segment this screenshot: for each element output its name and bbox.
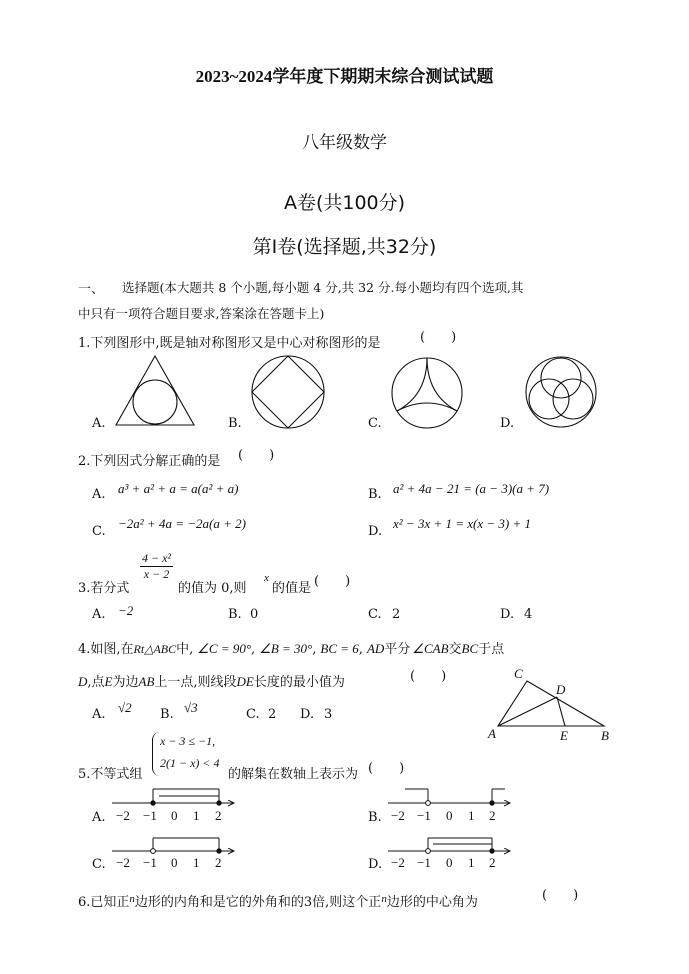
q2-option-b-label[interactable]: B. <box>368 487 382 502</box>
q4-option-d-label[interactable]: D. <box>300 707 315 722</box>
q4-stem-part: 长度的最小值为 <box>253 675 345 690</box>
q5-a-tick-label: 0 <box>171 808 178 823</box>
q5-stem-prefix: 5.不等式组 <box>78 767 143 782</box>
q4-option-b-label[interactable]: B. <box>160 707 174 722</box>
q2-option-b-text: a² + 4a − 21 = (a − 3)(a + 7) <box>393 481 550 496</box>
q5-option-b-number-line <box>388 789 510 805</box>
subject-title: 八年级数学 <box>302 133 387 153</box>
q2-option-a-text: a³ + a² + a = a(a² + a) <box>118 481 239 496</box>
q5-d-tick-label: −1 <box>417 855 431 870</box>
q2-option-d-text: x² − 3x + 1 = x(x − 3) + 1 <box>393 516 531 531</box>
q5-c-tick-label: −2 <box>116 855 130 870</box>
q3-option-a-label[interactable]: A. <box>92 607 106 622</box>
q4-angle-c: ∠C = 90° <box>197 641 252 656</box>
q5-stem-suffix: 的解集在数轴上表示为 <box>228 767 359 782</box>
exam-title: 2023~2024学年度下期期末综合测试试题 <box>195 67 494 86</box>
q3-option-b-label[interactable]: B. <box>228 607 242 622</box>
q1-option-c-label[interactable]: C. <box>368 416 382 431</box>
q4-segment-de: DE <box>236 674 254 689</box>
part-title: 第Ⅰ卷(选择题,共32分) <box>252 236 437 258</box>
q5-d-tick-label: −2 <box>391 855 405 870</box>
q6-variable-n-2: n <box>381 893 387 905</box>
q4-segment-ad: AD <box>366 641 385 656</box>
q6-stem-prefix: 6.已知正 <box>78 895 130 910</box>
q4-option-c-text: 2 <box>268 707 277 722</box>
q3-stem-prefix: 3.若分式 <box>78 581 130 596</box>
q3-option-a-text: −2 <box>118 603 134 618</box>
q4-stem-part: 中, <box>176 642 194 657</box>
q5-option-a-label[interactable]: A. <box>92 810 106 825</box>
q5-b-tick-label: 2 <box>489 808 496 823</box>
q4-option-a-label[interactable]: A. <box>92 707 106 722</box>
q4-side-bc: BC = 6 <box>320 641 359 656</box>
section-number: 一、 <box>78 282 105 297</box>
q3-option-c-text: 2 <box>392 607 401 622</box>
q5-d-tick-label: 1 <box>468 855 475 870</box>
q5-option-c-number-line <box>112 838 234 853</box>
q4-stem-part: 平分 <box>384 642 411 657</box>
q4-stem-part: 为边 <box>112 675 139 690</box>
q2-stem: 2.下列因式分解正确的是 <box>78 454 221 469</box>
q3-denominator: x − 2 <box>143 567 170 581</box>
q4-stem-part: , <box>358 642 363 657</box>
q4-option-c-label[interactable]: C. <box>246 707 260 722</box>
q4-option-b-text: √3 <box>184 700 198 715</box>
q5-b-tick-label: 0 <box>446 808 453 823</box>
q4-figure-label-b: B <box>601 728 609 743</box>
q5-c-tick-label: 2 <box>215 855 222 870</box>
q4-figure-label-d: D <box>556 682 566 697</box>
q2-option-c-text: −2a² + 4a = −2a(a + 2) <box>118 516 246 531</box>
q4-angle-cab: ∠CAB <box>412 641 449 656</box>
q1-option-b-label[interactable]: B. <box>228 416 242 431</box>
q5-a-tick-label: −1 <box>143 808 157 823</box>
q5-b-tick-label: −1 <box>417 808 431 823</box>
q4-answer-paren: ( ) <box>410 669 447 684</box>
q4-stem-part: 4.如图,在 <box>78 642 134 657</box>
q6-stem-mid: 边形的内角和是它的外角和的3倍,则这个正 <box>134 895 382 910</box>
q5-c-tick-label: 1 <box>193 855 200 870</box>
q3-option-b-text: 0 <box>250 607 259 622</box>
q1-answer-paren: ( ) <box>420 330 457 345</box>
q5-option-a-number-line <box>112 789 234 805</box>
q5-option-b-label[interactable]: B. <box>368 810 382 825</box>
q5-a-tick-label: −2 <box>116 808 130 823</box>
q4-side-ab: AB <box>138 674 155 689</box>
q4-side-bc-2: BC <box>461 641 479 656</box>
q3-variable: x <box>264 572 269 584</box>
q4-stem-part: ,点 <box>87 675 105 690</box>
q4-stem-part: 交 <box>448 642 462 657</box>
q6-variable-n: n <box>129 893 135 905</box>
q4-point-e: E <box>104 674 113 689</box>
q4-point-d: D <box>78 674 88 689</box>
q3-stem-mid: 的值为 0,则 <box>178 581 247 596</box>
q4-figure-label-c: C <box>514 666 523 681</box>
section-instruction-line2: 中只有一项符合题目要求,答案涂在答题卡上) <box>78 306 325 321</box>
q4-option-a-text: √2 <box>118 700 132 715</box>
q5-d-tick-label: 0 <box>446 855 453 870</box>
section-instruction-line1: 选择题(本大题共 8 个小题,每小题 4 分,共 32 分.每小题均有四个选项,其 <box>122 280 524 295</box>
q4-figure-label-a: A <box>488 726 496 741</box>
q5-a-tick-label: 2 <box>215 808 222 823</box>
q3-answer-paren: ( ) <box>314 574 351 589</box>
q5-option-c-label[interactable]: C. <box>92 857 106 872</box>
q1-option-a-label[interactable]: A. <box>92 416 106 431</box>
q4-stem-part: , <box>312 642 317 657</box>
q5-d-tick-label: 2 <box>489 855 496 870</box>
q3-numerator: 4 − x² <box>142 551 172 565</box>
q5-b-tick-label: 1 <box>468 808 475 823</box>
q5-a-tick-label: 1 <box>193 808 200 823</box>
q2-answer-paren: ( ) <box>238 448 275 463</box>
q4-figure-label-e: E <box>560 728 568 743</box>
q5-system-line2: 2(1 − x) < 4 <box>160 756 220 770</box>
q4-stem-part: 于点 <box>478 642 505 657</box>
q6-answer-paren: ( ) <box>542 888 579 903</box>
volume-title: A卷(共100分) <box>283 192 406 214</box>
q5-option-d-label[interactable]: D. <box>368 857 383 872</box>
q2-option-a-label[interactable]: A. <box>92 487 106 502</box>
q3-stem-suffix: 的值是 <box>272 581 312 596</box>
q2-option-d-label[interactable]: D. <box>368 524 383 539</box>
q4-stem-part: , <box>251 642 256 657</box>
q4-option-d-text: 3 <box>324 707 333 722</box>
q5-b-tick-label: −2 <box>391 808 405 823</box>
q5-c-tick-label: −1 <box>143 855 157 870</box>
q1-option-d-label[interactable]: D. <box>500 416 515 431</box>
q3-option-d-label[interactable]: D. <box>500 607 515 622</box>
q5-answer-paren: ( ) <box>368 761 405 776</box>
q3-option-d-text: 4 <box>524 607 533 622</box>
q2-option-c-label[interactable]: C. <box>92 524 106 539</box>
q1-stem: 1.下列图形中,既是轴对称图形又是中心对称图形的是 <box>78 336 381 351</box>
q5-c-tick-label: 0 <box>171 855 178 870</box>
q4-angle-b: ∠B = 30° <box>259 641 313 656</box>
q4-stem-part: 上一点,则线段 <box>154 675 237 690</box>
q6-stem-suffix: 边形的中心角为 <box>386 895 478 910</box>
q4-triangle-name: Rt△ABC <box>133 642 177 656</box>
q3-option-c-label[interactable]: C. <box>368 607 382 622</box>
q5-option-d-number-line <box>388 838 510 853</box>
q5-system-line1: x − 3 ≤ −1, <box>160 734 216 748</box>
q6-stem <box>78 891 478 910</box>
